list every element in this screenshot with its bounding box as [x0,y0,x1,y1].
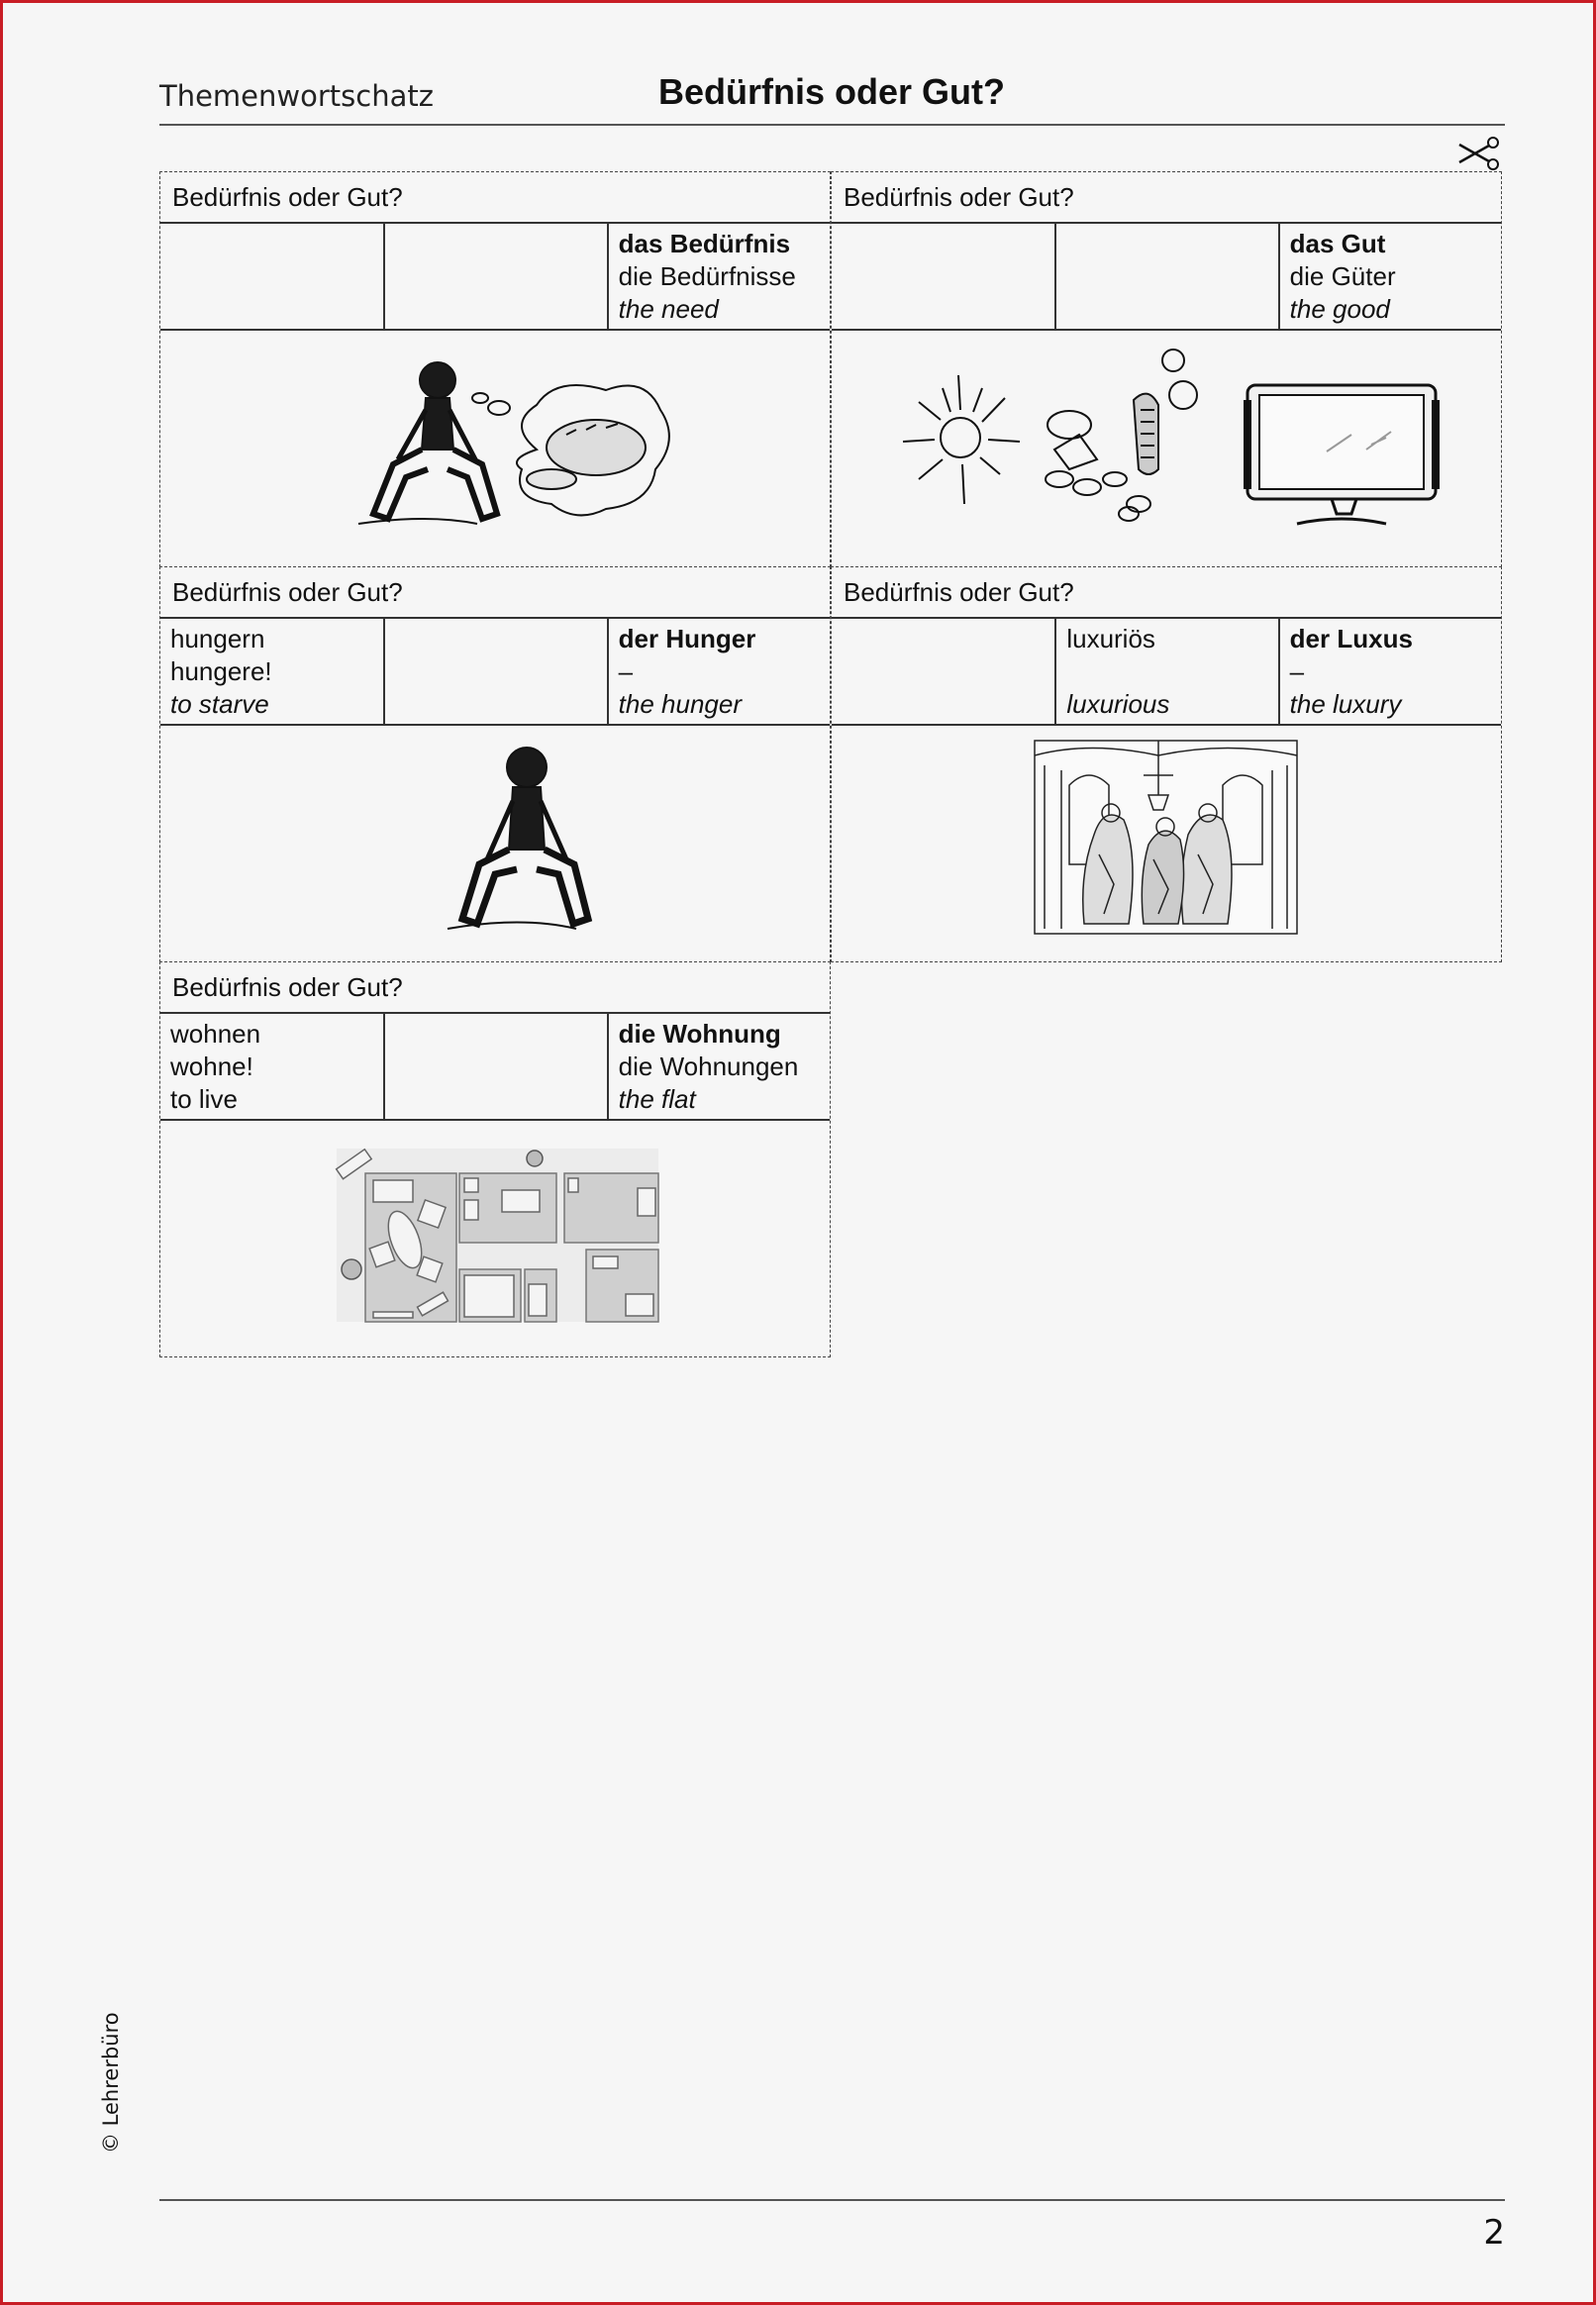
vocab-card-flat [159,961,831,1357]
card-title: Bedürfnis oder Gut? [832,567,1501,619]
verb-cell [832,619,1054,724]
page-title: Bedürfnis oder Gut? [658,71,1005,112]
hungry-child-illustration [160,726,830,961]
noun-cell: die Wohnung die Wohnungen the flat [607,1014,830,1119]
card-title: Bedürfnis oder Gut? [832,172,1501,224]
adjective-cell [1054,224,1277,329]
noun-cell: das Gut die Güter the good [1278,224,1501,329]
luxury-palace-illustration [832,726,1501,961]
page-number: 2 [1483,2213,1505,2253]
header-rule [159,124,1505,126]
verb-cell: hungern hungere! to starve [170,624,272,719]
verb-cell [160,224,383,329]
verb-cell: wohnen wohne! to live [170,1019,261,1114]
vocab-card-luxury [831,566,1502,962]
adjective-cell: luxuriös luxurious [1054,619,1277,724]
adjective-cell [383,224,606,329]
adjective-cell [383,619,606,724]
scissors-icon [1455,135,1505,174]
flat-floor-plan-illustration [160,1121,830,1356]
card-word-row [160,619,830,726]
vocab-card-good [831,171,1502,567]
verb-cell [832,224,1054,329]
card-title: Bedürfnis oder Gut? [160,172,830,224]
sun-food-television-illustration [832,331,1501,566]
card-title: Bedürfnis oder Gut? [160,567,830,619]
vocab-card-need [159,171,831,567]
hungry-child-dreaming-of-bread-illustration [160,331,830,566]
footer-rule [159,2199,1505,2201]
card-word-row [160,1014,830,1121]
noun-cell: das Bedürfnis die Bedürfnisse the need [607,224,830,329]
noun-cell: der Hunger – the hunger [607,619,830,724]
vocab-card-hunger [159,566,831,962]
section-label: Themenwortschatz [159,79,434,113]
card-word-row [160,224,830,331]
noun-cell: der Luxus – the luxury [1278,619,1501,724]
card-word-row [832,619,1501,726]
copyright-notice: © Lehrerbüro [99,2012,123,2154]
card-title: Bedürfnis oder Gut? [160,962,830,1014]
card-word-row [832,224,1501,331]
adjective-cell [383,1014,606,1119]
